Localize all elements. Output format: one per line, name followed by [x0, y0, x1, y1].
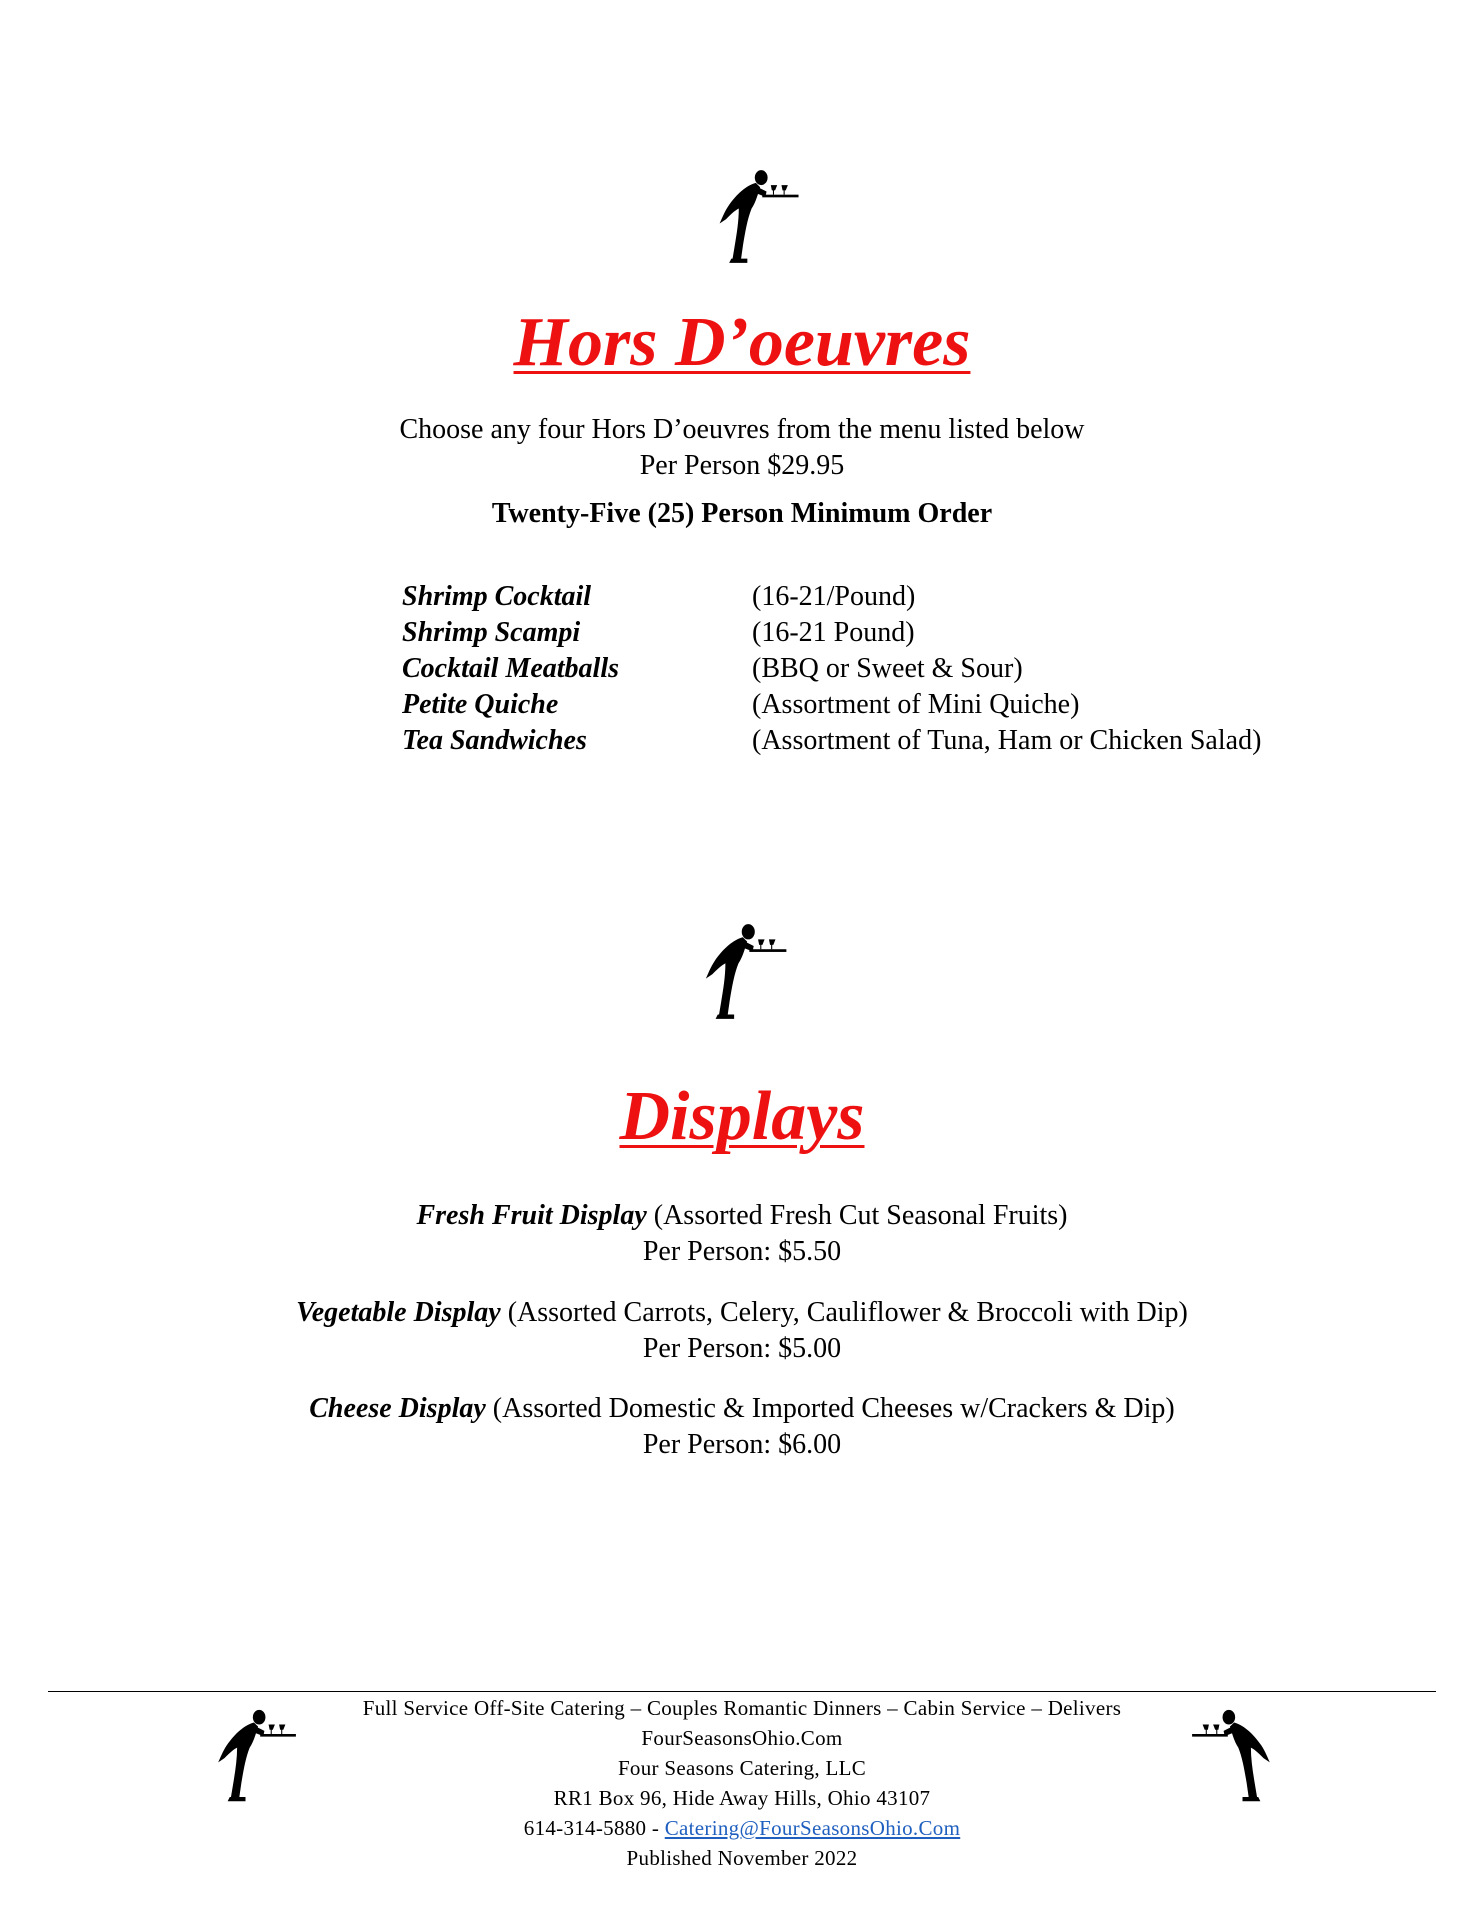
footer-services: Full Service Off-Site Catering – Couples Romantic Dinners – Cabin Service – Delivers [362, 1696, 1122, 1720]
waiter-icon [714, 168, 802, 264]
item-description: (Assortment of Tuna, Ham or Chicken Salad) [752, 725, 1262, 756]
footer-phone: 614-314-5880 - [523, 1816, 665, 1840]
footer-divider [48, 1691, 1436, 1692]
item-description: (16-21 Pound) [752, 617, 915, 648]
list-item [402, 687, 1261, 723]
hors-doeuvres-intro: Choose any four Hors D’oeuvres from the menu listed below [399, 414, 1085, 445]
minimum-order: Twenty-Five (25) Person Minimum Order [491, 498, 993, 529]
display-description: (Assorted Domestic & Imported Cheeses w/Crackers & Dip) [492, 1393, 1175, 1424]
footer-published: Published November 2022 [626, 1846, 858, 1870]
hors-doeuvres-price: Per Person $29.95 [639, 450, 845, 481]
list-item [402, 723, 1261, 759]
item-name: Tea Sandwiches [402, 725, 587, 756]
item-description: (16-21/Pound) [752, 581, 916, 612]
item-name: Cocktail Meatballs [402, 653, 619, 684]
hors-doeuvres-list [402, 579, 1261, 759]
display-price: Per Person: $5.50 [642, 1236, 842, 1267]
display-description: (Assorted Carrots, Celery, Cauliflower & Broccoli with Dip) [507, 1297, 1188, 1328]
display-name: Vegetable Display [296, 1297, 501, 1328]
display-item [0, 1198, 1484, 1270]
list-item [402, 579, 1261, 615]
footer [0, 1693, 1484, 1873]
footer-address: RR1 Box 96, Hide Away Hills, Ohio 43107 [553, 1786, 931, 1810]
item-name: Petite Quiche [402, 689, 559, 720]
item-description: (BBQ or Sweet & Sour) [752, 653, 1023, 684]
display-item [0, 1391, 1484, 1463]
item-name: Shrimp Cocktail [402, 581, 592, 612]
display-price: Per Person: $5.00 [642, 1333, 842, 1364]
footer-contact [0, 1813, 1484, 1843]
hors-doeuvres-title: Hors D’oeuvres [513, 304, 971, 381]
display-item [0, 1295, 1484, 1367]
display-name: Cheese Display [309, 1393, 486, 1424]
footer-website: FourSeasonsOhio.Com [641, 1726, 843, 1750]
displays-title: Displays [619, 1078, 865, 1155]
display-description: (Assorted Fresh Cut Seasonal Fruits) [653, 1200, 1068, 1231]
list-item [402, 651, 1261, 687]
item-description: (Assortment of Mini Quiche) [752, 689, 1080, 720]
footer-company: Four Seasons Catering, LLC [617, 1756, 867, 1780]
waiter-icon [700, 922, 790, 1020]
list-item [402, 615, 1261, 651]
email-link[interactable]: Catering@FourSeasonsOhio.Com [664, 1816, 961, 1840]
display-name: Fresh Fruit Display [416, 1200, 647, 1231]
display-price: Per Person: $6.00 [642, 1429, 842, 1460]
item-name: Shrimp Scampi [402, 617, 581, 648]
